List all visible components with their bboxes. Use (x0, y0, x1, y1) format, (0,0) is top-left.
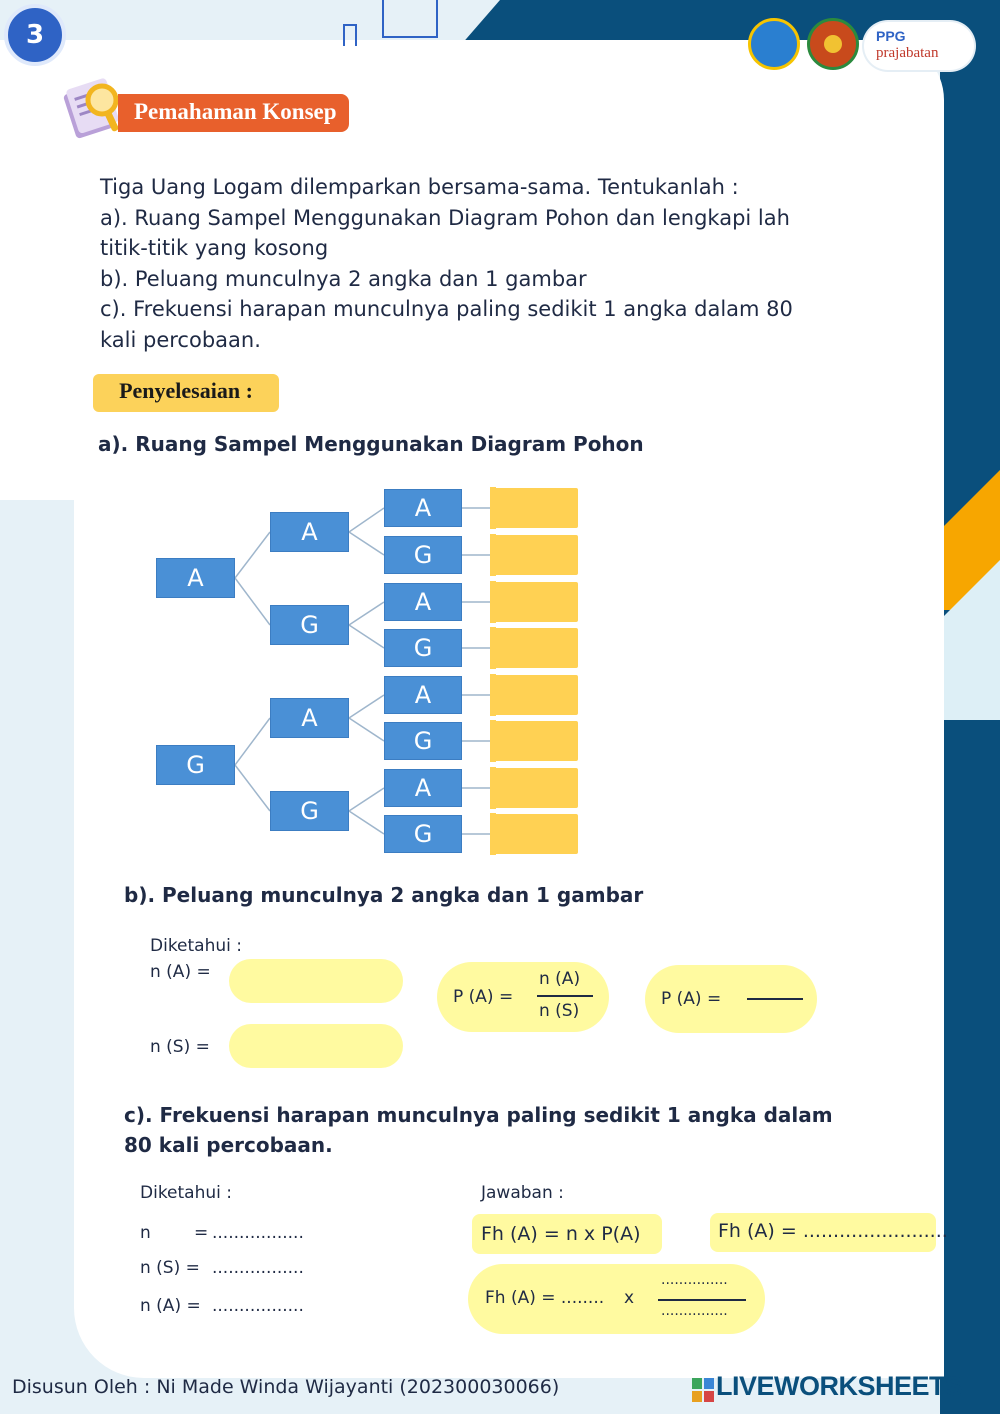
na-blank[interactable]: ................. (212, 1296, 304, 1316)
sample-space-answer-field[interactable] (492, 814, 578, 854)
tree-node-level2: A (270, 698, 349, 738)
intro-line: c). Frekuensi harapan munculnya paling sedikit 1 angka dalam 80 (100, 297, 793, 321)
part-b-known-label: Diketahui : (150, 936, 242, 956)
deco-shape (382, 0, 438, 38)
prajabatan-logo-text: prajabatan (876, 45, 939, 61)
kemendikbud-logo (748, 18, 800, 70)
tree-node-level3: G (384, 536, 462, 574)
intro-line: b). Peluang munculnya 2 angka dan 1 gambar (100, 266, 587, 291)
n-blank[interactable]: ................. (212, 1223, 304, 1243)
tree-node-level3: G (384, 815, 462, 853)
sample-space-answer-field[interactable] (492, 675, 578, 715)
tree-node-level3: G (384, 722, 462, 760)
liveworksheets-brand: LIVEWORKSHEETS (716, 1371, 963, 1401)
solution-label: Penyelesaian : (93, 374, 279, 412)
formula-denominator: n (S) (539, 1001, 580, 1021)
tree-node-level1: A (156, 558, 235, 598)
tree-node-level3: A (384, 769, 462, 807)
page-number: 3 (4, 4, 66, 66)
part-c-heading-cont: 80 kali percobaan. (124, 1133, 333, 1157)
tree-node-level3: G (384, 629, 462, 667)
probability-formula (437, 962, 609, 1032)
calc-fraction-bar (658, 1299, 746, 1301)
n-eq: = (194, 1223, 209, 1243)
expected-frequency-calc (468, 1264, 765, 1334)
result-text (718, 1220, 948, 1242)
result-blank[interactable]: ........................ (802, 1220, 948, 1242)
ppg-logo-text: PPG (876, 28, 906, 44)
tree-node-level2: A (270, 512, 349, 552)
sample-space-answer-field[interactable] (492, 721, 578, 761)
sample-space-answer-field[interactable] (492, 582, 578, 622)
ns-blank[interactable]: ................. (212, 1258, 304, 1278)
ns-label: n (S) = (150, 1037, 210, 1057)
formula-lhs: P (A) = (453, 987, 514, 1007)
tree-node-level1: G (156, 745, 235, 785)
ns-input[interactable] (229, 1024, 403, 1068)
formula-numerator: n (A) (539, 969, 581, 989)
result-fraction-bar (747, 998, 803, 1000)
author-credit: Disusun Oleh : Ni Made Winda Wijayanti (202300030066) (12, 1376, 560, 1398)
expected-frequency-result[interactable] (710, 1213, 948, 1252)
frac-den-blank[interactable]: ............... (661, 1303, 728, 1319)
sample-space-answer-field[interactable] (492, 488, 578, 528)
tree-node-level2: G (270, 605, 349, 645)
intro-line: Tiga Uang Logam dilemparkan bersama-sama. Tentukanlah : (100, 175, 739, 199)
times-sign: x (624, 1288, 635, 1308)
problem-statement (100, 172, 900, 355)
intro-line: titik-titik yang kosong (100, 236, 329, 260)
intro-line: kali percobaan. (100, 327, 261, 352)
part-b-heading: b). Peluang munculnya 2 angka dan 1 gambar (124, 883, 644, 907)
calc-label[interactable]: Fh (A) = ........ (485, 1288, 605, 1308)
frac-num-blank[interactable]: ............... (661, 1272, 728, 1288)
result-label: P (A) = (661, 989, 722, 1009)
deco-shape (343, 24, 357, 46)
tree-node-level2: G (270, 791, 349, 831)
expected-frequency-formula (472, 1214, 662, 1254)
liveworksheets-icon (692, 1378, 714, 1402)
section-title: Pemahaman Konsep (118, 94, 349, 132)
tree-node-level3: A (384, 489, 462, 527)
tree-node-level3: A (384, 676, 462, 714)
ns-label-c: n (S) = (140, 1258, 200, 1278)
tree-node-level3: A (384, 583, 462, 621)
part-a-heading: a). Ruang Sampel Menggunakan Diagram Pohon (98, 432, 644, 456)
na-label: n (A) = (150, 962, 211, 982)
ppg-prajabatan-logo (864, 22, 974, 70)
part-c-known-label: Diketahui : (140, 1183, 232, 1203)
probability-result[interactable] (645, 965, 817, 1033)
formula-text: Fh (A) = n x P(A) (481, 1223, 641, 1245)
na-input[interactable] (229, 959, 403, 1003)
university-logo (807, 18, 859, 70)
result-label: Fh (A) = (718, 1220, 797, 1242)
answer-label: Jawaban : (481, 1183, 564, 1203)
intro-line: a). Ruang Sampel Menggunakan Diagram Pohon dan lengkapi lah (100, 205, 790, 230)
na-label-c: n (A) = (140, 1296, 201, 1316)
sample-space-answer-field[interactable] (492, 628, 578, 668)
sample-space-answer-field[interactable] (492, 768, 578, 808)
sample-space-answer-field[interactable] (492, 535, 578, 575)
n-label: n (140, 1223, 151, 1243)
part-c-heading: c). Frekuensi harapan munculnya paling sedikit 1 angka dalam (124, 1103, 833, 1127)
fraction-bar (537, 995, 593, 997)
